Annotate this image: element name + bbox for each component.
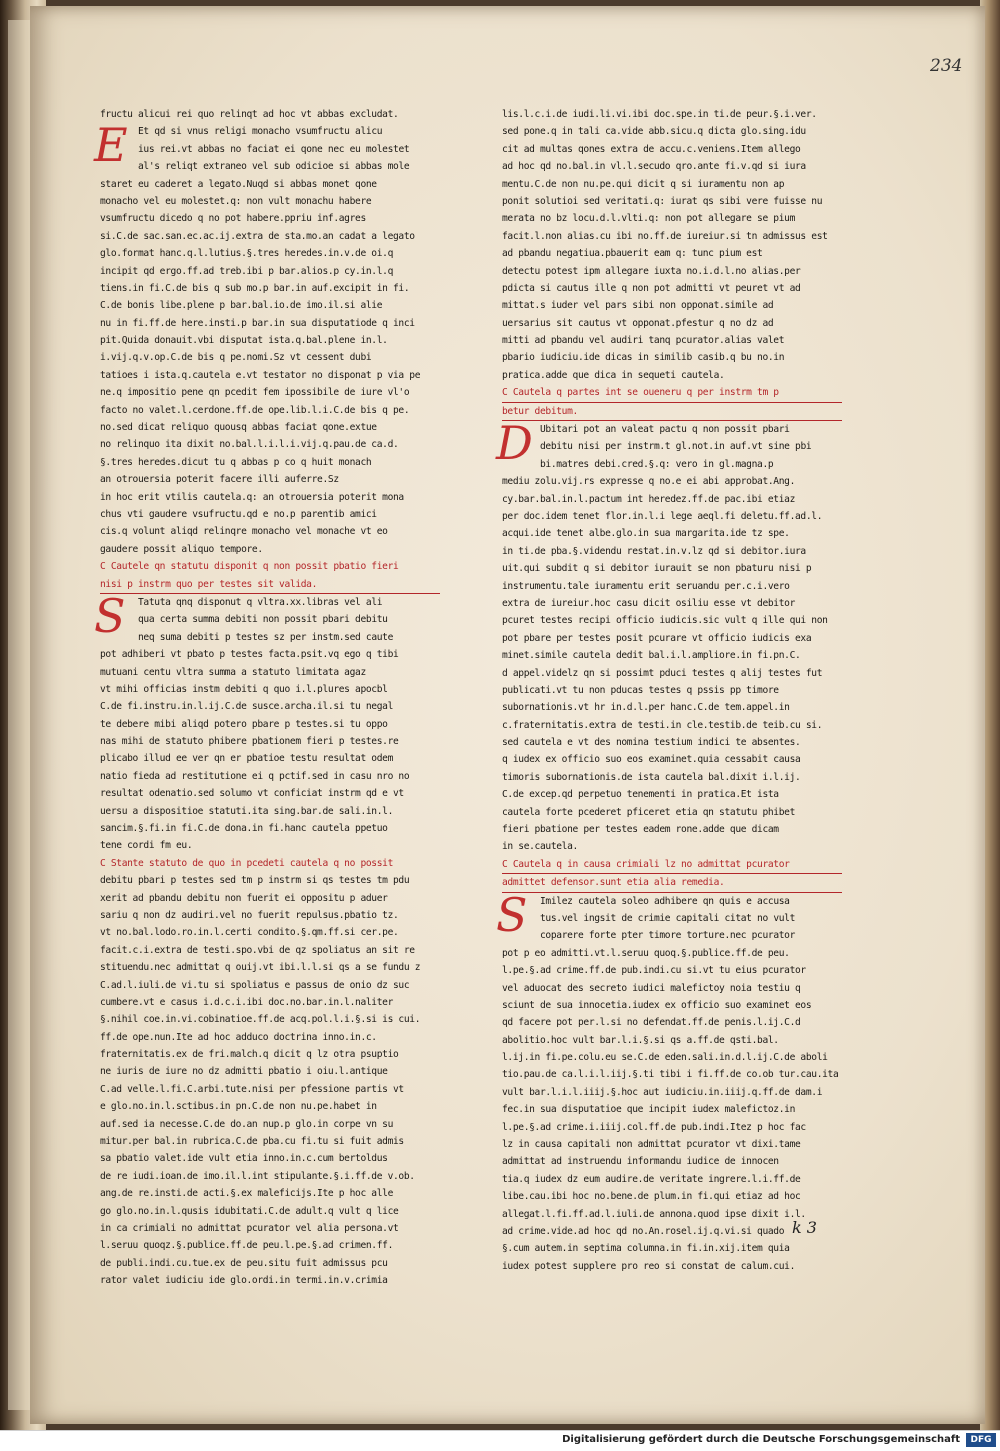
- text-line: instrumentu.tale iuramentu erit seruandu per.c.i.vero: [502, 580, 790, 592]
- text-line: no relinquo ita dixit no.bal.l.i.l.i.vij.q.pau.de ca.d.: [100, 439, 399, 451]
- text-line: coparere forte pter timore torture.nec pcurator: [540, 930, 796, 942]
- text-line: gaudere possit aliquo tempore.: [100, 543, 263, 555]
- text-line: fieri pbatione per testes eadem rone.adde que dicam: [502, 824, 779, 836]
- text-line: neq suma debiti p testes sz per instm.sed caute: [138, 631, 394, 643]
- text-line: in ti.de pba.§.videndu restat.in.v.lz qd si debitor.iura: [502, 545, 806, 557]
- folio-number: 234: [930, 56, 963, 76]
- text-line: nu in fi.ff.de here.insti.p bar.in sua disputatiode q inci: [100, 317, 415, 329]
- text-line: ff.de ope.nun.Ite ad hoc adduco doctrina inno.in.c.: [100, 1031, 377, 1043]
- text-line: allegat.l.fi.ff.ad.l.iuli.de annona.quod ipse dixit i.l.: [502, 1208, 806, 1220]
- text-line: in ca crimiali no admittat pcurator vel alia persona.vt: [100, 1223, 399, 1234]
- text-line: pot pbare per testes posit pcurare vt officio iudicis exa: [502, 632, 812, 644]
- text-line: c.fraternitatis.extra de testi.in cle.testib.de teib.cu si.: [502, 719, 823, 731]
- text-line: tiens.in fi.C.de bis q sub mo.p bar.in auf.excipit in fi.: [100, 282, 410, 294]
- text-line: fec.in sua disputatioe que incipit iudex malefictoz.in: [502, 1104, 796, 1116]
- text-line: cy.bar.bal.in.l.pactum int heredez.ff.de pac.ibi etiaz: [502, 493, 796, 505]
- text-line: ad crime.vide.ad hoc qd no.An.rosel.ij.q.vi.si quado: [502, 1226, 785, 1237]
- text-line: iudex potest supplere pro reo si constat de calum.cui.: [502, 1260, 796, 1272]
- text-line: mittat.s iuder vel pars sibi non opponat.simile ad: [502, 300, 774, 312]
- text-line: minet.simile cautela dedit bal.i.l.ampliore.in fi.pn.C.: [502, 650, 801, 662]
- text-line: sariu q non dz audiri.vel no fuerit repulsus.pbatio tz.: [100, 909, 399, 921]
- text-line: facto no valet.l.cerdone.ff.de ope.lib.l.i.C.de bis q pe.: [100, 404, 410, 416]
- text-line: i.vij.q.v.op.C.de bis q pe.nomi.Sz vt cessent dubi: [100, 352, 372, 364]
- text-line: pot p eo admitti.vt.l.seruu quoq.§.publice.ff.de peu.: [502, 947, 790, 959]
- rubric-heading-line: betur debitum.: [502, 403, 842, 421]
- text-line: ang.de re.insti.de acti.§.ex maleficijs.Ite p hoc alle: [100, 1188, 394, 1200]
- rubric-heading-line: C Stante statuto de quo in pcedeti cautela q no possit: [100, 857, 394, 869]
- text-line: go glo.no.in.l.qusis idubitati.C.de adult.q vult q lice: [100, 1205, 399, 1217]
- text-line: §.tres heredes.dicut tu q abbas p co q huit monach: [100, 456, 372, 468]
- text-line: l.pe.§.ad crime.ff.de pub.indi.cu si.vt tu eius pcurator: [502, 965, 806, 977]
- text-line: resultat odenatio.sed solumo vt conficiat instrm qd e vt: [100, 788, 404, 800]
- text-line: rator valet iudiciu ide glo.ordi.in termi.in.v.crimia: [100, 1275, 388, 1287]
- text-line: in se.cautela.: [502, 841, 578, 853]
- text-line: facit.c.i.extra de testi.spo.vbi de qz spoliatus an sit re: [100, 944, 415, 956]
- text-line: sa pbatio valet.ide vult etia inno.in.c.cum bertoldus: [100, 1153, 388, 1165]
- text-line: acqui.ide tenet albe.glo.in sua margarita.ide tz spe.: [502, 528, 790, 540]
- text-line: ad hoc qd no.bal.in vl.l.secudo qro.ante fi.v.qd si iura: [502, 161, 806, 173]
- rubric-heading-line: admittet defensor.sunt etia alia remedia.: [502, 874, 842, 892]
- text-line: libe.cau.ibi hoc no.bene.de plum.in fi.qui etiaz ad hoc: [502, 1191, 801, 1203]
- text-line: C.de bonis libe.plene p bar.bal.io.de imo.il.si alie: [100, 300, 383, 312]
- rubricated-initial: S: [94, 588, 126, 643]
- text-line: Imilez cautela soleo adhibere qn quis e accusa: [540, 895, 790, 907]
- text-line: bi.matres debi.cred.§.q: vero in gl.magna.p: [540, 458, 774, 470]
- text-line: per doc.idem tenet flor.in.l.i lege aeql.fi deletu.ff.ad.l.: [502, 510, 823, 522]
- rubricated-initial: S: [496, 887, 528, 942]
- text-line: xerit ad pbandu debitu non fuerit ei oppositu p aduer: [100, 892, 388, 904]
- digitization-footer: [0, 1430, 1000, 1451]
- text-line: ius rei.vt abbas no faciat ei qone nec eu molestet: [138, 143, 410, 155]
- rubric-heading-line: C Cautela q in causa crimiali lz no admittat pcurator: [502, 856, 842, 874]
- text-line: ne.q impositio pene qn pcedit fem ipossibile de iure vl'o: [100, 387, 410, 399]
- text-line: staret eu caderet a legato.Nuqd si abbas monet qone: [100, 178, 377, 190]
- text-line: auf.sed ia necesse.C.de do.an nup.p glo.in corpe vn su: [100, 1118, 394, 1130]
- text-line: cumbere.vt e casus i.d.c.i.ibi doc.no.bar.in.l.naliter: [100, 996, 394, 1008]
- funding-credit: Digitalisierung gefördert durch die Deutsche Forschungsgemeinschaft: [562, 1434, 960, 1445]
- text-line: pot adhiberi vt pbato p testes facta.psit.vq ego q tibi: [100, 649, 399, 661]
- text-line: pdicta si cautus ille q non pot admitti vt peuret vt ad: [502, 282, 801, 294]
- rubric-heading-line: C Cautele qn statutu disponit q non possit pbatio fieri: [100, 561, 399, 573]
- signature-mark: k 3: [792, 1218, 817, 1237]
- text-line: detectu potest ipm allegare iuxta no.i.d.l.no alias.per: [502, 265, 801, 277]
- initial-paragraph: [496, 887, 842, 945]
- text-line: chus vti gaudere vsufructu.qd e no.p parentib amici: [100, 508, 377, 520]
- rubric-heading-line: nisi p instrm quo per testes sit valida.: [100, 576, 440, 594]
- text-line: ponit solutioi sed veritati.q: iurat qs sibi vere fuisse nu: [502, 195, 823, 207]
- text-line: q iudex ex officio suo eos examinet.quia cessabit causa: [502, 754, 801, 766]
- text-line: an otrouersia poterit facere illi auferre.Sz: [100, 474, 339, 486]
- text-line: §.cum autem.in septima columna.in fi.in.xij.item quia: [502, 1243, 790, 1255]
- text-line: de re iudi.ioan.de imo.il.l.int stipulante.§.i.ff.de v.ob.: [100, 1170, 415, 1182]
- text-line: vsumfructu dicedo q no pot habere.ppriu inf.agres: [100, 213, 366, 225]
- text-line: pratica.adde que dica in sequeti cautela.: [502, 369, 725, 381]
- text-line: si.C.de sac.san.ec.ac.ij.extra de sta.mo.an cadat a legato: [100, 230, 415, 242]
- text-line: e glo.no.in.l.sctibus.in pn.C.de non nu.pe.habet in: [100, 1101, 377, 1113]
- text-line: uersu a dispositioe statuti.ita sing.bar.de sali.in.l.: [100, 805, 394, 817]
- text-line: sed pone.q in tali ca.vide abb.sicu.q dicta glo.sing.idu: [502, 126, 806, 138]
- text-line: ne iuris de iure no dz admitti pbatio i oiu.l.antique: [100, 1066, 388, 1078]
- text-line: de publi.indi.cu.tue.ex de peu.situ fuit admissus pcu: [100, 1257, 388, 1269]
- text-line: tus.vel ingsit de crimie capitali citat no vult: [540, 912, 796, 924]
- text-line: tatioes i ista.q.cautela e.vt testator no disponat p via pe: [100, 369, 421, 381]
- text-line: mutuani centu vltra summa a statuto limitata agaz: [100, 666, 366, 678]
- text-line: uersarius sit cautus vt opponat.pfestur q no dz ad: [502, 317, 774, 329]
- text-line: pcuret testes recipi officio iudicis.sic vult q ille qui non: [502, 615, 828, 627]
- text-line: pbario iudiciu.ide dicas in similib casib.q bu no.in: [502, 352, 785, 364]
- text-line: tene cordi fm eu.: [100, 840, 193, 852]
- text-line: qua certa summa debiti non possit pbari debitu: [138, 614, 388, 626]
- text-line: incipit qd ergo.ff.ad treb.ibi p bar.alios.p cy.in.l.q: [100, 265, 394, 277]
- text-line: uit.qui subdit q si debitor iurauit se non pbaturu nisi p: [502, 563, 812, 575]
- text-line: plicabo illud ee ver qn er pbatioe testu resultat odem: [100, 753, 394, 765]
- text-column-right: [496, 106, 842, 1275]
- text-line: vel aduocat des secreto iudici malefictoy noia testiu q: [502, 982, 801, 994]
- text-line: ad pbandu negatiua.pbauerit eam q: tunc pium est: [502, 248, 763, 260]
- text-line: l.seruu quoqz.§.publice.ff.de peu.l.pe.§.ad crimen.ff.: [100, 1240, 394, 1252]
- text-line: publicati.vt tu non pducas testes q pssis pp timore: [502, 684, 779, 696]
- text-line: tia.q iudex dz eum audire.de veritate ingrere.l.i.ff.de: [502, 1173, 801, 1185]
- text-line: mentu.C.de non nu.pe.qui dicit q si iuramentu non ap: [502, 178, 785, 190]
- text-line: facit.l.non alias.cu ibi no.ff.de iureiur.si tn admissus est: [502, 230, 828, 242]
- initial-paragraph: [496, 416, 842, 473]
- text-line: nas mihi de statuto phibere pbationem fieri p testes.re: [100, 736, 399, 748]
- text-line: admittat ad instruendu informandu iudice de innocen: [502, 1156, 779, 1168]
- text-line: C.de fi.instru.in.l.ij.C.de susce.archa.il.si tu negal: [100, 701, 394, 713]
- text-line: fraternitatis.ex de fri.malch.q dicit q lz otra psuptio: [100, 1049, 399, 1061]
- text-line: Tatuta qnq disponut q vltra.xx.libras vel ali: [138, 596, 383, 608]
- text-line: l.ij.in fi.pe.colu.eu se.C.de eden.sali.in.d.l.ij.C.de aboli: [502, 1052, 828, 1064]
- rubricated-initial: D: [496, 416, 533, 471]
- initial-paragraph: [94, 118, 440, 175]
- text-line: sed cautela e vt des nomina testium indici te absentes.: [502, 737, 801, 749]
- text-line: vt mihi officias instm debiti q quo i.l.plures apocbl: [100, 683, 388, 695]
- text-line: Ubitari pot an valeat pactu q non possit pbari: [540, 424, 790, 436]
- text-line: fructu alicui rei quo relinqt ad hoc vt abbas excludat.: [100, 109, 399, 120]
- text-line: monacho vel eu molestet.q: non vult monachu habere: [100, 195, 372, 207]
- text-line: vt no.bal.lodo.ro.in.l.certi condito.§.qm.ff.si cer.pe.: [100, 927, 399, 939]
- text-line: in hoc erit vtilis cautela.q: an otrouersia poterit mona: [100, 491, 404, 503]
- text-line: Et qd si vnus religi monacho vsumfructu alicu: [138, 126, 383, 138]
- text-line: sancim.§.fi.in fi.C.de dona.in fi.hanc cautela ppetuo: [100, 823, 388, 835]
- text-line: C.ad velle.l.fi.C.arbi.tute.nisi per pfessione partis vt: [100, 1083, 404, 1095]
- text-line: mediu zolu.vij.rs expresse q no.e ei abi approbat.Ang.: [502, 476, 796, 488]
- text-line: merata no bz locu.d.l.vlti.q: non pot allegare se pium: [502, 213, 796, 225]
- text-line: no.sed dicat reliquo quousq abbas faciat qone.extue: [100, 422, 377, 434]
- text-line: C.ad.l.iuli.de vi.tu si spoliatus e passus de onio dz suc: [100, 979, 410, 991]
- text-line: sciunt de sua innocetia.iudex ex officio suo examinet eos: [502, 999, 812, 1011]
- text-line: §.nihil coe.in.vi.cobinatioe.ff.de acq.pol.l.i.§.si is cui.: [100, 1014, 421, 1026]
- initial-paragraph: [94, 588, 440, 646]
- dfg-logo: DFG: [966, 1433, 996, 1447]
- text-line: pit.Quida donauit.vbi disputat ista.q.bal.plene in.l.: [100, 335, 388, 347]
- text-line: lis.l.c.i.de iudi.li.vi.ibi doc.spe.in ti.de peur.§.i.ver.: [502, 109, 817, 120]
- text-line: qd facere pot per.l.si no defendat.ff.de penis.l.ij.C.d: [502, 1017, 801, 1029]
- incunable-page: [30, 6, 985, 1424]
- rubricated-initial: E: [94, 118, 128, 173]
- text-line: natio fieda ad restitutione ei q pctif.sed in casu nro no: [100, 770, 410, 782]
- text-line: cis.q volunt aliqd relinqre monacho vel monache vt eo: [100, 526, 388, 538]
- text-line: subornationis.vt hr in.d.l.per hanc.C.de tem.appel.in: [502, 702, 790, 714]
- text-line: glo.format hanc.q.l.lutius.§.tres heredes.in.v.de oi.q: [100, 248, 394, 260]
- text-line: l.pe.§.ad crime.i.iiij.col.ff.de pub.indi.Itez p hoc fac: [502, 1121, 806, 1133]
- text-column-left: [94, 106, 440, 1290]
- text-line: debitu pbari p testes sed tm p instrm si qs testes tm pdu: [100, 875, 410, 887]
- text-line: cautela forte pcederet pficeret etia qn statutu phibet: [502, 806, 796, 818]
- text-line: mitur.per bal.in rubrica.C.de pba.cu fi.tu si fuit admis: [100, 1136, 404, 1148]
- rubric-heading-line: C Cautela q partes int se oueneru q per instrm tm p: [502, 384, 842, 402]
- text-line: abolitio.hoc vult bar.l.i.§.si qs a.ff.de qsti.bal.: [502, 1034, 779, 1046]
- text-line: extra de iureiur.hoc casu dicit osiliu esse vt debitor: [502, 597, 796, 609]
- text-line: timoris subornationis.de ista cautela bal.dixit i.l.ij.: [502, 771, 801, 783]
- text-line: mitti ad pbandu vel audiri tanq pcurator.alias valet: [502, 335, 785, 347]
- text-line: vult bar.l.i.l.iiij.§.hoc aut iudiciu.in.iiij.q.ff.de dam.i: [502, 1086, 823, 1098]
- text-line: debitu nisi per instrm.t gl.not.in auf.vt sine pbi: [540, 441, 812, 453]
- text-line: cit ad multas qones extra de accu.c.veniens.Item allego: [502, 143, 801, 155]
- text-line: al's reliqt extraneo vel sub odicioe si abbas mole: [138, 161, 410, 173]
- text-line: C.de excep.qd perpetuo tenementi in pratica.Et ista: [502, 789, 779, 801]
- text-line: stituendu.nec admittat q ouij.vt ibi.l.l.si qs a se fundu z: [100, 962, 421, 974]
- text-line: tio.pau.de ca.l.i.l.iij.§.ti tibi i fi.ff.de co.ob tur.cau.ita: [502, 1069, 839, 1081]
- text-line: lz in causa capitali non admittat pcurator vt dixi.tame: [502, 1139, 801, 1151]
- text-line: te debere mibi aliqd potero pbare p testes.si tu oppo: [100, 718, 388, 730]
- text-line: d appel.videlz qn si possimt pduci testes q alij testes fut: [502, 667, 823, 679]
